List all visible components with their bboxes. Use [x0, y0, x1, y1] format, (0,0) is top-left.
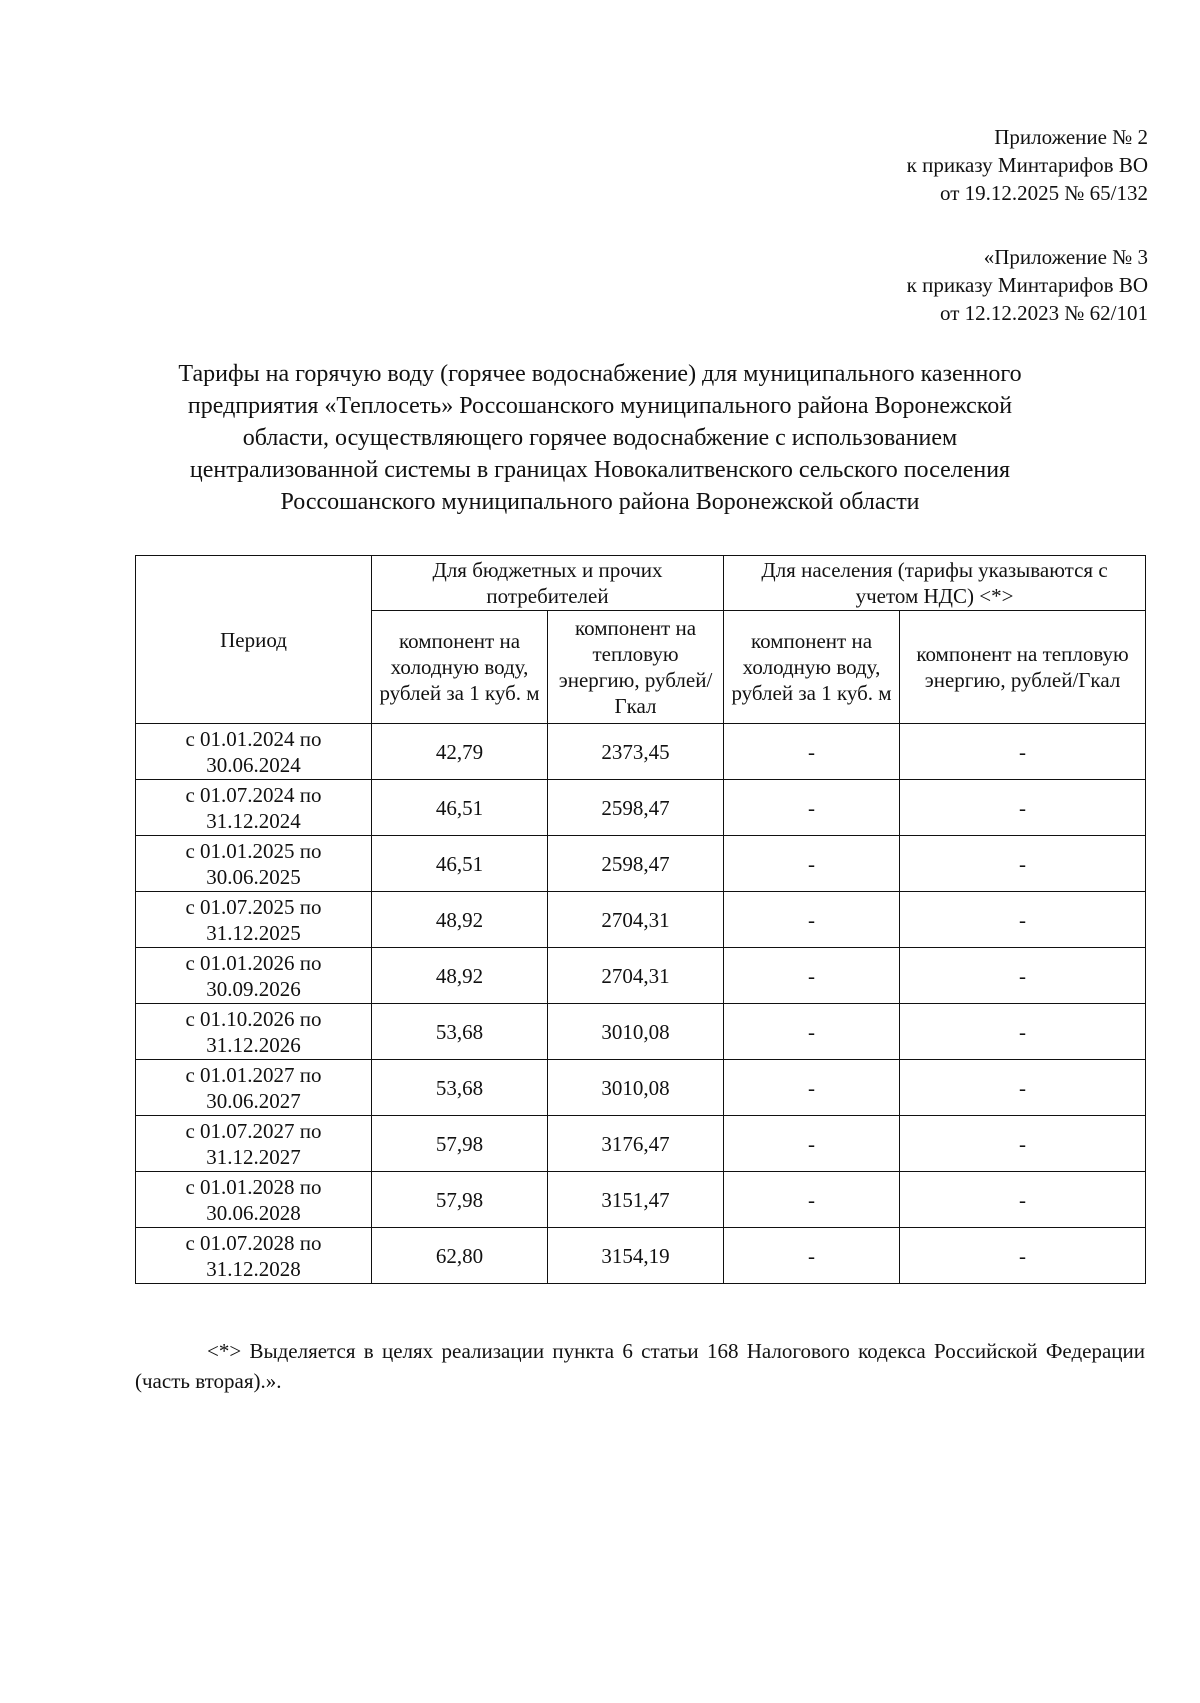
population-heat-energy-value: -	[900, 1116, 1146, 1172]
title-line: централизованной системы в границах Новокалитвенского сельского поселения	[189, 457, 1011, 483]
population-cold-water-value: -	[724, 1116, 900, 1172]
period-to: 30.09.2026	[206, 976, 301, 1001]
period-cell	[136, 1228, 372, 1284]
budget-cold-water-value: 48,92	[372, 948, 548, 1004]
period-to: 31.12.2026	[206, 1032, 301, 1057]
population-cold-water-value: -	[724, 1228, 900, 1284]
appendix-original-order: к приказу Минтарифов ВО	[906, 273, 1148, 297]
period-from: с 01.01.2024 по	[185, 726, 322, 751]
budget-cold-water-value: 48,92	[372, 892, 548, 948]
appendix-current-header	[907, 123, 1148, 207]
budget-consumers-header: Для бюджетных и прочих потребителей	[372, 556, 724, 611]
period-cell	[136, 836, 372, 892]
period-to: 30.06.2024	[206, 752, 301, 777]
population-heat-energy-header: компонент на тепловую энергию, рублей/Гкал	[900, 611, 1146, 724]
population-cold-water-value: -	[724, 1004, 900, 1060]
budget-heat-energy-value: 2598,47	[548, 836, 724, 892]
population-heat-energy-value: -	[900, 892, 1146, 948]
title-line: Россошанского муниципального района Воронежской области	[280, 489, 920, 515]
tariffs-table-body	[136, 724, 1146, 1284]
period-cell	[136, 724, 372, 780]
budget-cold-water-value: 62,80	[372, 1228, 548, 1284]
period-to: 31.12.2025	[206, 920, 301, 945]
period-cell	[136, 1060, 372, 1116]
population-cold-water-value: -	[724, 836, 900, 892]
table-row	[136, 1228, 1146, 1284]
period-to: 31.12.2028	[206, 1256, 301, 1281]
document-title	[100, 358, 1100, 518]
budget-heat-energy-value: 3151,47	[548, 1172, 724, 1228]
period-from: с 01.01.2025 по	[185, 838, 322, 863]
period-to: 30.06.2025	[206, 864, 301, 889]
budget-heat-energy-value: 3010,08	[548, 1004, 724, 1060]
budget-cold-water-value: 46,51	[372, 780, 548, 836]
population-cold-water-value: -	[724, 892, 900, 948]
period-cell	[136, 1172, 372, 1228]
budget-heat-energy-value: 2373,45	[548, 724, 724, 780]
budget-heat-energy-value: 3176,47	[548, 1116, 724, 1172]
period-to: 30.06.2027	[206, 1088, 301, 1113]
period-from: с 01.01.2026 по	[185, 950, 322, 975]
period-cell	[136, 1004, 372, 1060]
population-cold-water-value: -	[724, 780, 900, 836]
population-cold-water-value: -	[724, 1172, 900, 1228]
budget-cold-water-value: 57,98	[372, 1116, 548, 1172]
tariffs-table	[135, 555, 1146, 1284]
budget-cold-water-value: 53,68	[372, 1004, 548, 1060]
title-line: области, осуществляющего горячее водоснабжение с использованием	[242, 425, 958, 451]
table-row	[136, 948, 1146, 1004]
budget-cold-water-value: 57,98	[372, 1172, 548, 1228]
period-from: с 01.07.2024 по	[185, 782, 322, 807]
appendix-current-order: к приказу Минтарифов ВО	[906, 153, 1148, 177]
population-heat-energy-value: -	[900, 1228, 1146, 1284]
population-heat-energy-value: -	[900, 1004, 1146, 1060]
table-row	[136, 1004, 1146, 1060]
population-heat-energy-value: -	[900, 1060, 1146, 1116]
period-cell	[136, 780, 372, 836]
period-cell	[136, 948, 372, 1004]
period-to: 30.06.2028	[206, 1200, 301, 1225]
title-line: предприятия «Теплосеть» Россошанского муниципального района Воронежской	[187, 393, 1013, 419]
period-from: с 01.07.2028 по	[185, 1230, 322, 1255]
budget-heat-energy-value: 3154,19	[548, 1228, 724, 1284]
appendix-original-date: от 12.12.2023 № 62/101	[939, 301, 1148, 325]
appendix-current-number: Приложение № 2	[994, 125, 1148, 149]
population-heat-energy-value: -	[900, 836, 1146, 892]
title-line: Тарифы на горячую воду (горячее водоснабжение) для муниципального казенного	[178, 361, 1022, 387]
period-from: с 01.07.2027 по	[185, 1118, 322, 1143]
period-from: с 01.01.2027 по	[185, 1062, 322, 1087]
period-from: с 01.10.2026 по	[185, 1006, 322, 1031]
budget-heat-energy-header: компонент на тепловую энергию, рублей/Гкал	[548, 611, 724, 724]
table-row	[136, 1172, 1146, 1228]
table-row	[136, 780, 1146, 836]
population-cold-water-value: -	[724, 1060, 900, 1116]
budget-heat-energy-value: 2704,31	[548, 892, 724, 948]
period-header: Период	[136, 556, 372, 724]
footnote: <*> Выделяется в целях реализации пункта 6 статьи 168 Налогового кодекса Российской Федерации (часть вторая).».	[135, 1339, 1145, 1393]
table-row	[136, 836, 1146, 892]
period-cell	[136, 1116, 372, 1172]
period-from: с 01.01.2028 по	[185, 1174, 322, 1199]
appendix-original-number: «Приложение № 3	[983, 245, 1148, 269]
appendix-original-header	[907, 243, 1148, 327]
period-to: 31.12.2024	[206, 808, 301, 833]
table-row	[136, 1116, 1146, 1172]
population-heat-energy-value: -	[900, 1172, 1146, 1228]
population-cold-water-value: -	[724, 724, 900, 780]
table-row	[136, 724, 1146, 780]
budget-heat-energy-value: 2598,47	[548, 780, 724, 836]
period-to: 31.12.2027	[206, 1144, 301, 1169]
period-cell	[136, 892, 372, 948]
budget-heat-energy-value: 2704,31	[548, 948, 724, 1004]
population-header: Для населения (тарифы указываются с учетом НДС) <*>	[724, 556, 1146, 611]
period-from: с 01.07.2025 по	[185, 894, 322, 919]
population-heat-energy-value: -	[900, 780, 1146, 836]
budget-cold-water-value: 42,79	[372, 724, 548, 780]
appendix-current-date: от 19.12.2025 № 65/132	[939, 181, 1148, 205]
budget-cold-water-value: 46,51	[372, 836, 548, 892]
population-heat-energy-value: -	[900, 724, 1146, 780]
budget-heat-energy-value: 3010,08	[548, 1060, 724, 1116]
table-row	[136, 1060, 1146, 1116]
population-cold-water-value: -	[724, 948, 900, 1004]
table-row	[136, 892, 1146, 948]
budget-cold-water-value: 53,68	[372, 1060, 548, 1116]
population-heat-energy-value: -	[900, 948, 1146, 1004]
budget-cold-water-header: компонент на холодную воду, рублей за 1 куб. м	[372, 611, 548, 724]
population-cold-water-header: компонент на холодную воду, рублей за 1 куб. м	[724, 611, 900, 724]
